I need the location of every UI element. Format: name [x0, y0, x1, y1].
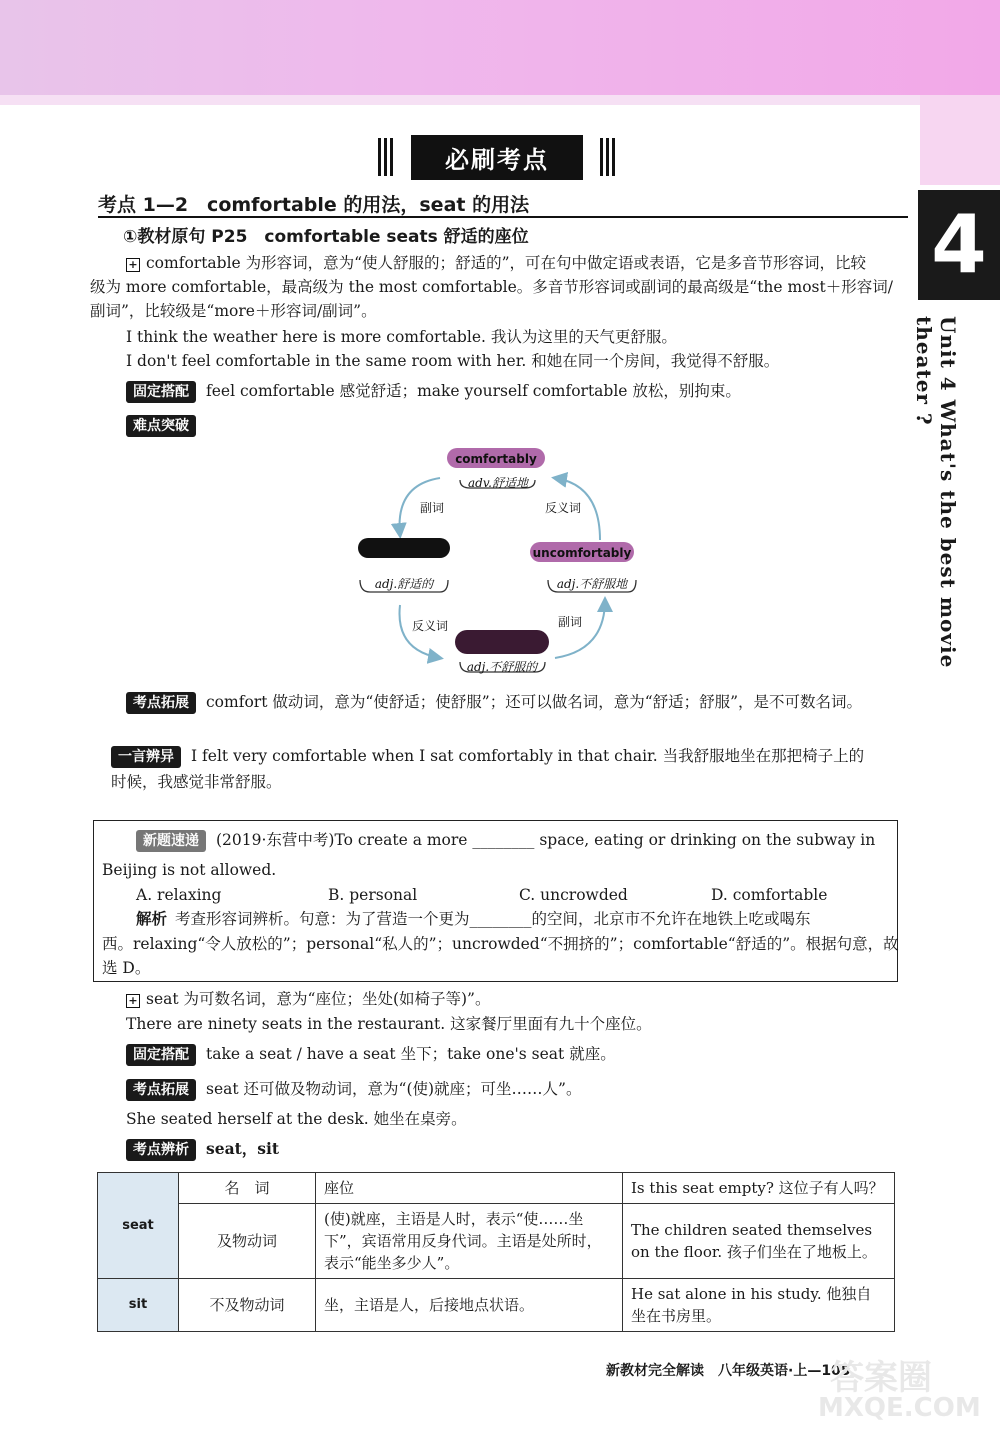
gloss-left: adj.舒适的 — [374, 577, 434, 591]
table-cell: 不及物动词 — [179, 1279, 316, 1332]
gloss-right: adj.不舒服地 — [556, 577, 628, 591]
table-cell: (使)就座，主语是人时，表示“使……坐下”，宾语常用反身代词。主语是处所时，表示“能坐多少人”。 — [316, 1204, 623, 1279]
quiz-analysis-line: 解析 考查形容词辨析。句意：为了营造一个更为________的空间，北京市不允许在地铁上吃或喝东 — [136, 909, 811, 928]
node-bottom — [455, 630, 549, 654]
quiz-question-line: 新题速递 (2019·东营中考)To create a more ________ space, eating or drinking on the subway in — [136, 828, 875, 852]
paragraph-line: + comfortable 为形容词，意为“使人舒服的；舒适的”，可在句中做定语或表语，它是多音节形容词，比较 — [126, 251, 866, 275]
paragraph-line: 副词”，比较级是“more＋形容词/副词”。 — [90, 302, 377, 320]
node-top-word: comfortably — [455, 452, 537, 466]
page-title-banner — [378, 134, 616, 180]
unit-number-tab: 4 — [918, 190, 1000, 300]
quiz-question-line-2: Beijing is not allowed. — [102, 861, 277, 879]
fixed-collocation-badge: 固定搭配 — [126, 381, 196, 403]
label-bottom-left: 反义词 — [412, 619, 449, 633]
plus-icon: + — [126, 994, 140, 1008]
table-cell: 及物动词 — [179, 1204, 316, 1279]
extension-line: 考点拓展 seat 还可做及物动词，意为“(使)就座；可坐……人”。 — [126, 1077, 581, 1101]
extension-line: 考点拓展 comfort 做动词，意为“使舒适；使舒服”；还可以做名词，意为“舒适；舒服”，是不可数名词。 — [126, 690, 862, 714]
textbook-sentence-heading: ①教材原句 P25 comfortable seats 舒适的座位 — [123, 227, 529, 247]
table-cell: 坐，主语是人，后接地点状语。 — [316, 1279, 623, 1332]
table-cell: Is this seat empty? 这位子有人吗？ — [623, 1173, 895, 1204]
table-cell: 座位 — [316, 1173, 623, 1204]
one-word-badge: 一言辨异 — [111, 746, 181, 768]
compare-badge: 考点辨析 — [126, 1139, 196, 1161]
quiz-analysis-line-3: 选 D。 — [102, 959, 151, 977]
node-left — [358, 538, 450, 558]
arrow-bottom-right — [555, 600, 605, 658]
seat-bullet: + seat 为可数名词，意为“座位；坐处(如椅子等)”。 — [126, 987, 490, 1011]
watermark-url: MXQE.COM — [818, 1393, 981, 1423]
compare-line: 考点辨析 seat，sit — [126, 1137, 279, 1161]
label-bottom-right: 副词 — [558, 615, 583, 629]
difficulty-line — [126, 413, 206, 437]
table-cell: He sat alone in his study. 他独自坐在书房里。 — [623, 1279, 895, 1332]
table-cell: 名 词 — [179, 1173, 316, 1204]
node-right-word: uncomfortably — [532, 546, 632, 560]
example-sentence: There are ninety seats in the restaurant. 这家餐厅里面有九十个座位。 — [126, 1015, 652, 1033]
gloss-top: adv.舒适地 — [467, 476, 529, 490]
top-decorative-band — [0, 0, 1000, 95]
unit-title-vertical: Unit 4 What's the best movie theater ? — [912, 316, 960, 669]
section-heading: 考点 1—2 comfortable 的用法，seat 的用法 — [98, 194, 530, 216]
one-word-line-2: 时候，我感觉非常舒服。 — [111, 773, 282, 791]
label-top-left: 副词 — [420, 501, 445, 515]
table-cell: The children seated themselves on the floor. 孩子们坐在了地板上。 — [623, 1204, 895, 1279]
watermark-logo: 答案圈 — [830, 1358, 932, 1398]
quiz-badge: 新题速递 — [136, 830, 206, 852]
gloss-bottom: adj.不舒服的 — [466, 660, 538, 674]
fixed-collocation-line: 固定搭配 take a seat / have a seat 坐下；take one's seat 就座。 — [126, 1042, 616, 1066]
analysis-label: 解析 — [136, 909, 168, 928]
table-cell: sit — [98, 1279, 179, 1332]
extension-badge: 考点拓展 — [126, 1079, 196, 1101]
quiz-option-a: A. relaxing — [136, 886, 222, 904]
plus-icon: + — [126, 258, 140, 272]
quiz-option-b: B. personal — [328, 886, 418, 904]
example-sentence: I think the weather here is more comfortable. 我认为这里的天气更舒服。 — [126, 328, 677, 346]
example-sentence: She seated herself at the desk. 她坐在桌旁。 — [126, 1110, 467, 1128]
right-decorative-stripe — [920, 95, 1000, 185]
table-row — [98, 1204, 895, 1279]
quiz-option-c: C. uncrowded — [519, 886, 628, 904]
table-row — [98, 1279, 895, 1332]
title-bars-right — [600, 138, 616, 176]
title-bars-left — [378, 138, 394, 176]
table-row — [98, 1173, 895, 1204]
section-heading-rule — [98, 216, 908, 218]
one-word-line: 一言辨异 I felt very comfortable when I sat comfortably in that chair. 当我舒服地坐在那把椅子上的 — [111, 744, 864, 768]
label-top-right: 反义词 — [545, 501, 582, 515]
quiz-analysis-line-2: 西。relaxing“令人放松的”；personal“私人的”；uncrowded“不拥挤的”；comfortable“舒适的”。根据句意，故 — [102, 935, 899, 953]
difficulty-badge: 难点突破 — [126, 415, 196, 437]
page-footer: 新教材完全解读 八年级英语·上—105 — [606, 1363, 851, 1379]
top-decorative-band-lower — [0, 95, 920, 105]
example-sentence: I don't feel comfortable in the same room with her. 和她在同一个房间，我觉得不舒服。 — [126, 352, 780, 370]
fixed-collocation-line: 固定搭配 feel comfortable 感觉舒适；make yourself comfortable 放松，别拘束。 — [126, 379, 741, 403]
paragraph-line: 级为 more comfortable，最高级为 the most comfortable。多音节形容词或副词的最高级是“the most＋形容词/ — [90, 278, 893, 296]
word-family-diagram — [340, 440, 660, 690]
page-title: 必刷考点 — [411, 135, 583, 180]
seat-sit-table — [97, 1172, 895, 1332]
extension-badge: 考点拓展 — [126, 692, 196, 714]
fixed-collocation-badge: 固定搭配 — [126, 1044, 196, 1066]
table-cell: seat — [98, 1173, 179, 1279]
quiz-option-d: D. comfortable — [711, 886, 828, 904]
